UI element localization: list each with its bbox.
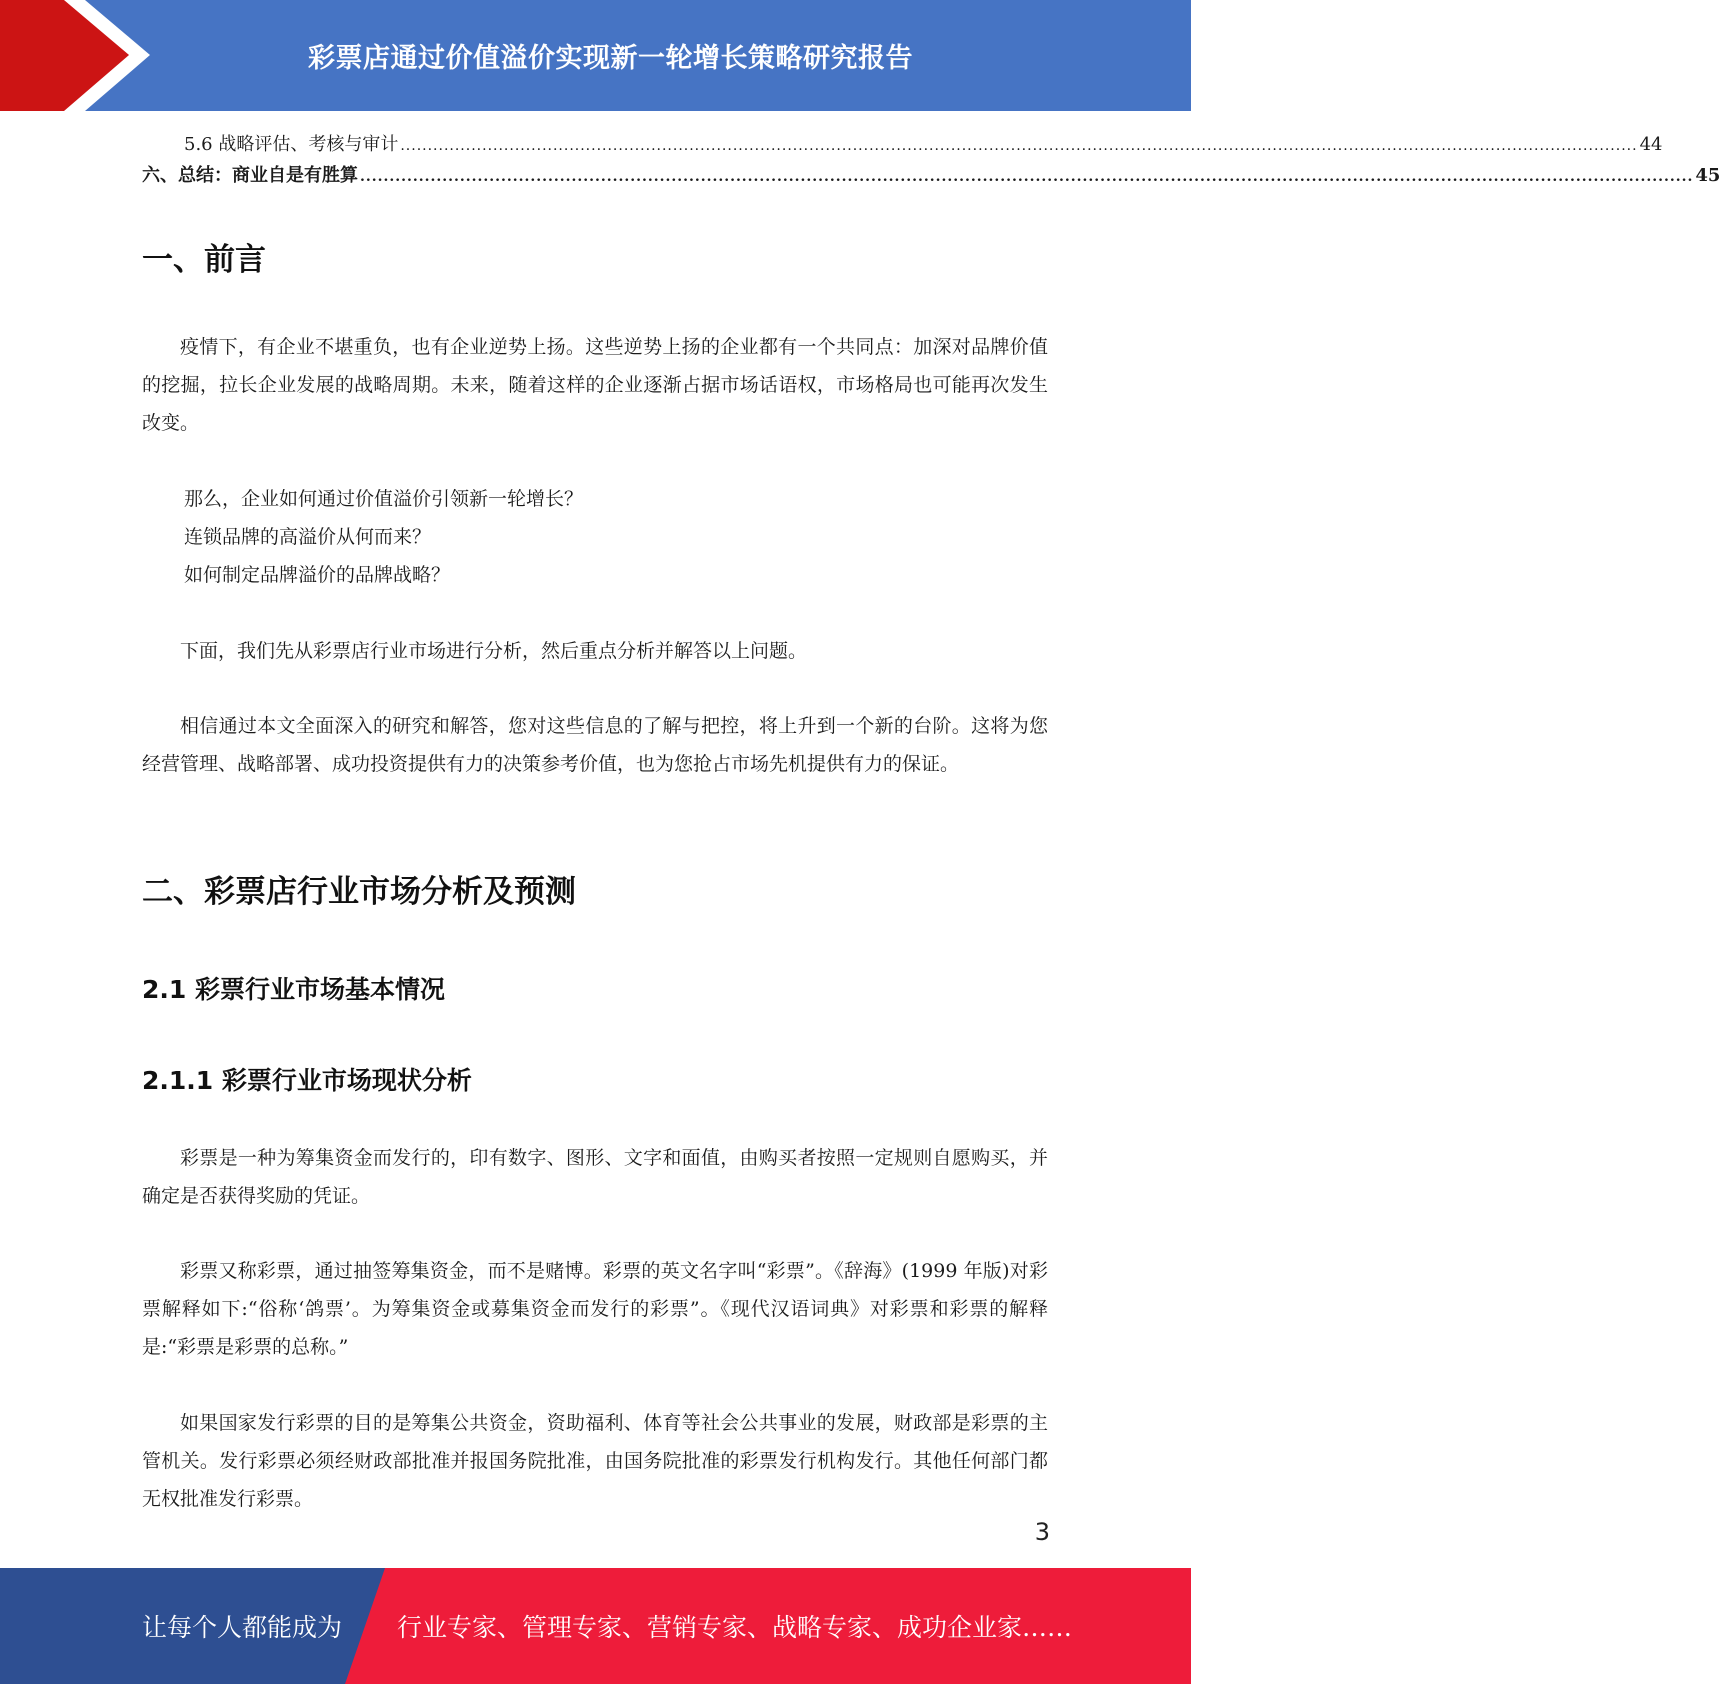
toc-entry[interactable] [142, 161, 1720, 189]
question-item: 连锁品牌的高溢价从何而来？ [184, 526, 432, 548]
report-title: 彩票店通过价值溢价实现新一轮增长策略研究报告 [308, 43, 913, 74]
preface-paragraph-1: 疫情下，有企业不堪重负，也有企业逆势上扬。这些逆势上扬的企业都有一个共同点：加深对品牌价值的挖掘，拉长企业发展的战略周期。未来，随着这样的企业逐渐占据市场话语权，市场格局也可能再次发生改变。 [142, 336, 1048, 434]
section-heading-market: 二、彩票店行业市场分析及预测 [142, 874, 576, 910]
preface-paragraph-3: 相信通过本文全面深入的研究和解答，您对这些信息的了解与把控，将上升到一个新的台阶。这将为您经营管理、战略部署、成功投资提供有力的决策参考价值，也为您抢占市场先机提供有力的保证。 [142, 715, 1048, 775]
toc-entry-page: 44 [1639, 134, 1663, 155]
market-paragraph-1: 彩票是一种为筹集资金而发行的，印有数字、图形、文字和面值，由购买者按照一定规则自愿购买，并确定是否获得奖励的凭证。 [142, 1147, 1048, 1207]
toc-leader-dots: ................................................................................................................................................................................................................................... [360, 169, 1694, 185]
section-heading-preface: 一、前言 [142, 242, 266, 278]
footer-slogan-left: 让每个人都能成为 [142, 1613, 343, 1642]
page-number: 3 [1034, 1518, 1050, 1546]
question-item: 如何制定品牌溢价的品牌战略？ [184, 564, 451, 586]
market-paragraph-3: 如果国家发行彩票的目的是筹集公共资金，资助福利、体育等社会公共事业的发展，财政部是彩票的主管机关。发行彩票必须经财政部批准并报国务院批准，由国务院批准的彩票发行机构发行。其他任何部门都无权批准发行彩票。 [142, 1412, 1048, 1510]
toc-entry[interactable] [142, 130, 1663, 158]
footer-banner [0, 1568, 1191, 1684]
toc-entry-label: 六、总结：商业自是有胜算 [142, 165, 358, 186]
toc-entry-label: 5.6 战略评估、考核与审计 [184, 134, 399, 155]
red-chevron-decoration [0, 0, 150, 111]
subsection-heading: 2.1 彩票行业市场基本情况 [142, 975, 445, 1004]
footer-slogan-right: 行业专家、管理专家、营销专家、战略专家、成功企业家…… [397, 1613, 1073, 1642]
question-list [184, 480, 583, 594]
preface-paragraph-2: 下面，我们先从彩票店行业市场进行分析，然后重点分析并解答以上问题。 [180, 640, 808, 662]
toc-entry-page: 45 [1695, 165, 1720, 186]
subsubsection-heading: 2.1.1 彩票行业市场现状分析 [142, 1066, 472, 1095]
toc-leader-dots: ................................................................................................................................................................................................................................... [400, 138, 1638, 154]
report-header [0, 0, 1191, 111]
market-paragraph-2: 彩票又称彩票，通过抽签筹集资金，而不是赌博。彩票的英文名字叫“彩票”。《辞海》(1999 年版)对彩票解释如下:“俗称‘鸽票’。为筹集资金或募集资金而发行的彩票”。《现代汉语词典》对彩票和彩票的解释是:“彩票是彩票的总称。” [142, 1260, 1048, 1358]
question-item: 那么，企业如何通过价值溢价引领新一轮增长？ [184, 488, 584, 510]
